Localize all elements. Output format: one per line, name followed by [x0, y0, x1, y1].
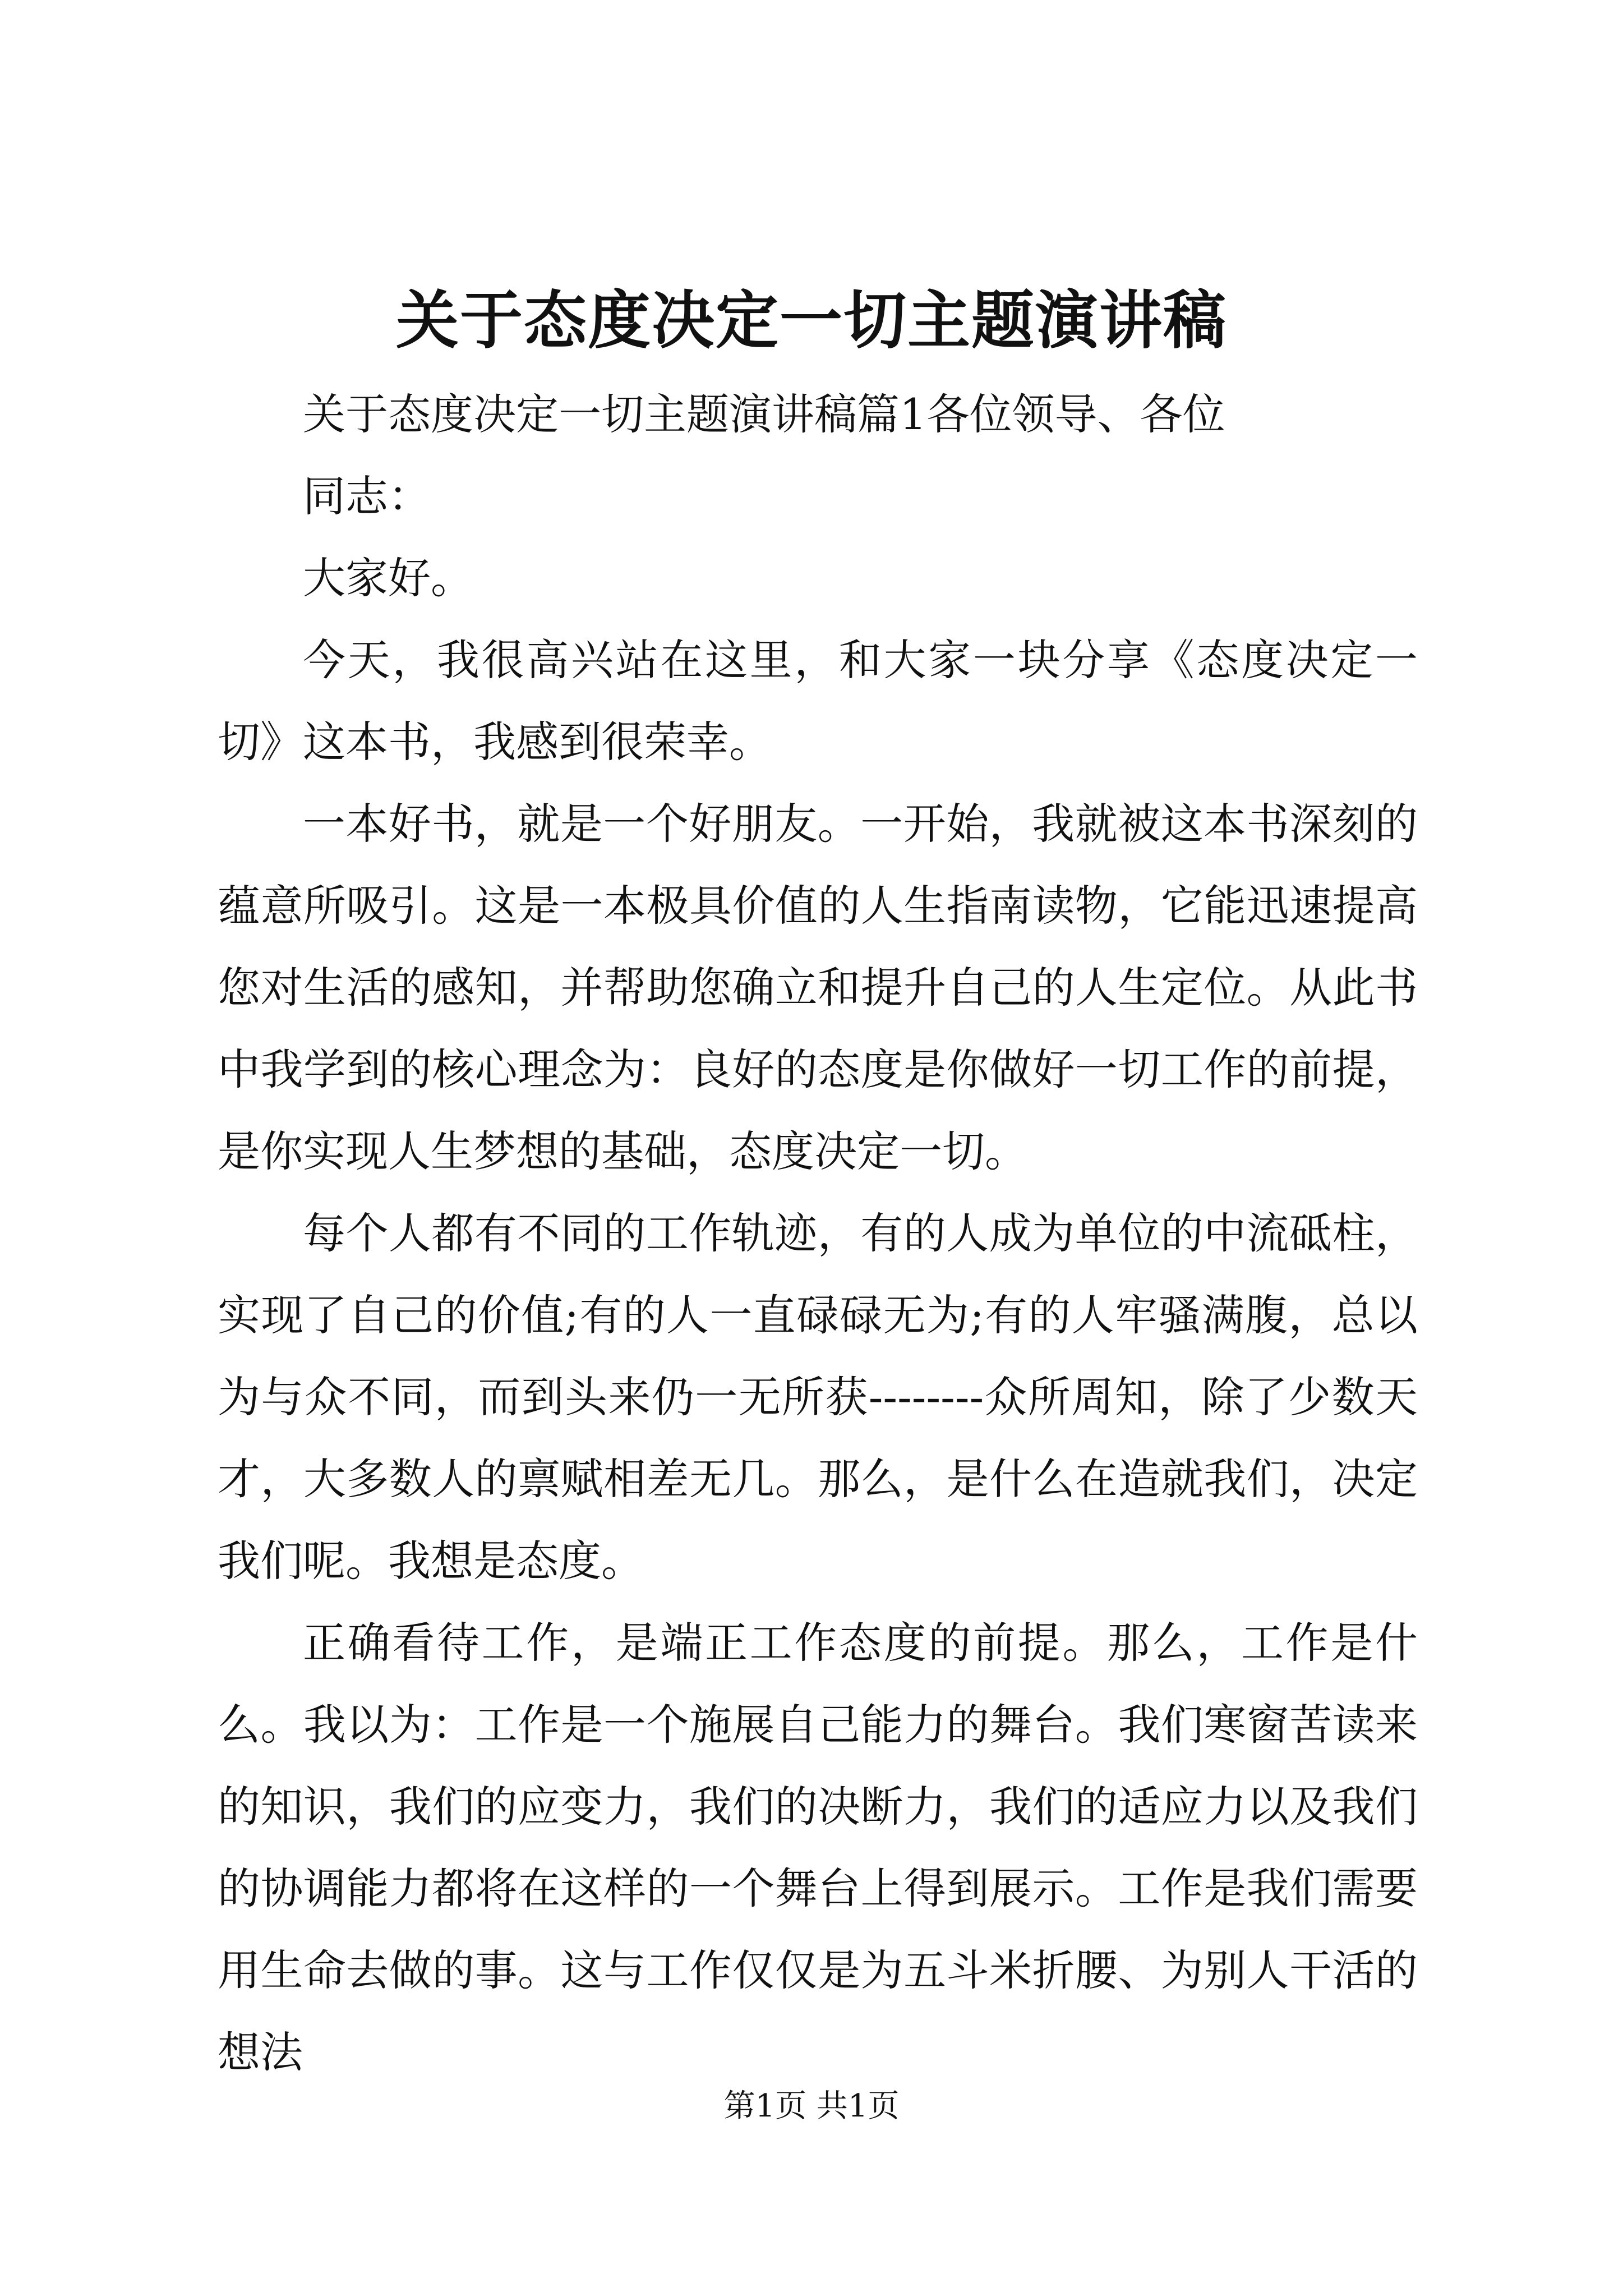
paragraph-view-of-work: 正确看待工作，是端正工作态度的前提。那么，工作是什么。我以为：工作是一个施展自己能力的舞台。我们寒窗苦读来的知识，我们的应变力，我们的决断力，我们的适应力以及我们的协调能力都将在这样的一个舞台上得到展示。工作是我们需要用生命去做的事。这与工作仅仅是为五斗米折腰、为别人干活的想法 [218, 1618, 1418, 2077]
paragraph-salutation: 同志： [303, 471, 431, 521]
document-title: 关于态度决定一切主题演讲稿 [396, 284, 1227, 357]
paragraph-greeting: 大家好。 [303, 553, 473, 603]
paragraph-introduction: 今天，我很高兴站在这里，和大家一块分享《态度决定一切》这本书，我感到很荣幸。 [218, 635, 1418, 767]
paragraph-good-book: 一本好书，就是一个好朋友。一开始，我就被这本书深刻的蕴意所吸引。这是一本极具价值的人生指南读物，它能迅速提高您对生活的感知，并帮助您确立和提升自己的人生定位。从此书中我学到的核心理念为：良好的态度是你做好一切工作的前提，是你实现人生梦想的基础，态度决定一切。 [218, 799, 1418, 1176]
document-body [218, 374, 1418, 2093]
paragraph-work-trajectory: 每个人都有不同的工作轨迹，有的人成为单位的中流砥柱，实现了自己的价值;有的人一直碌碌无为;有的人牢骚满腹，总以为与众不同，而到头来仍一无所获--------众所周知，除了少数天才，大多数人的禀赋相差无几。那么，是什么在造就我们，决定我们呢。我想是态度。 [218, 1208, 1418, 1586]
paragraph-opening: 关于态度决定一切主题演讲稿篇1各位领导、各位 [303, 389, 1225, 439]
page-footer: 第1页 共1页 [723, 2088, 900, 2124]
